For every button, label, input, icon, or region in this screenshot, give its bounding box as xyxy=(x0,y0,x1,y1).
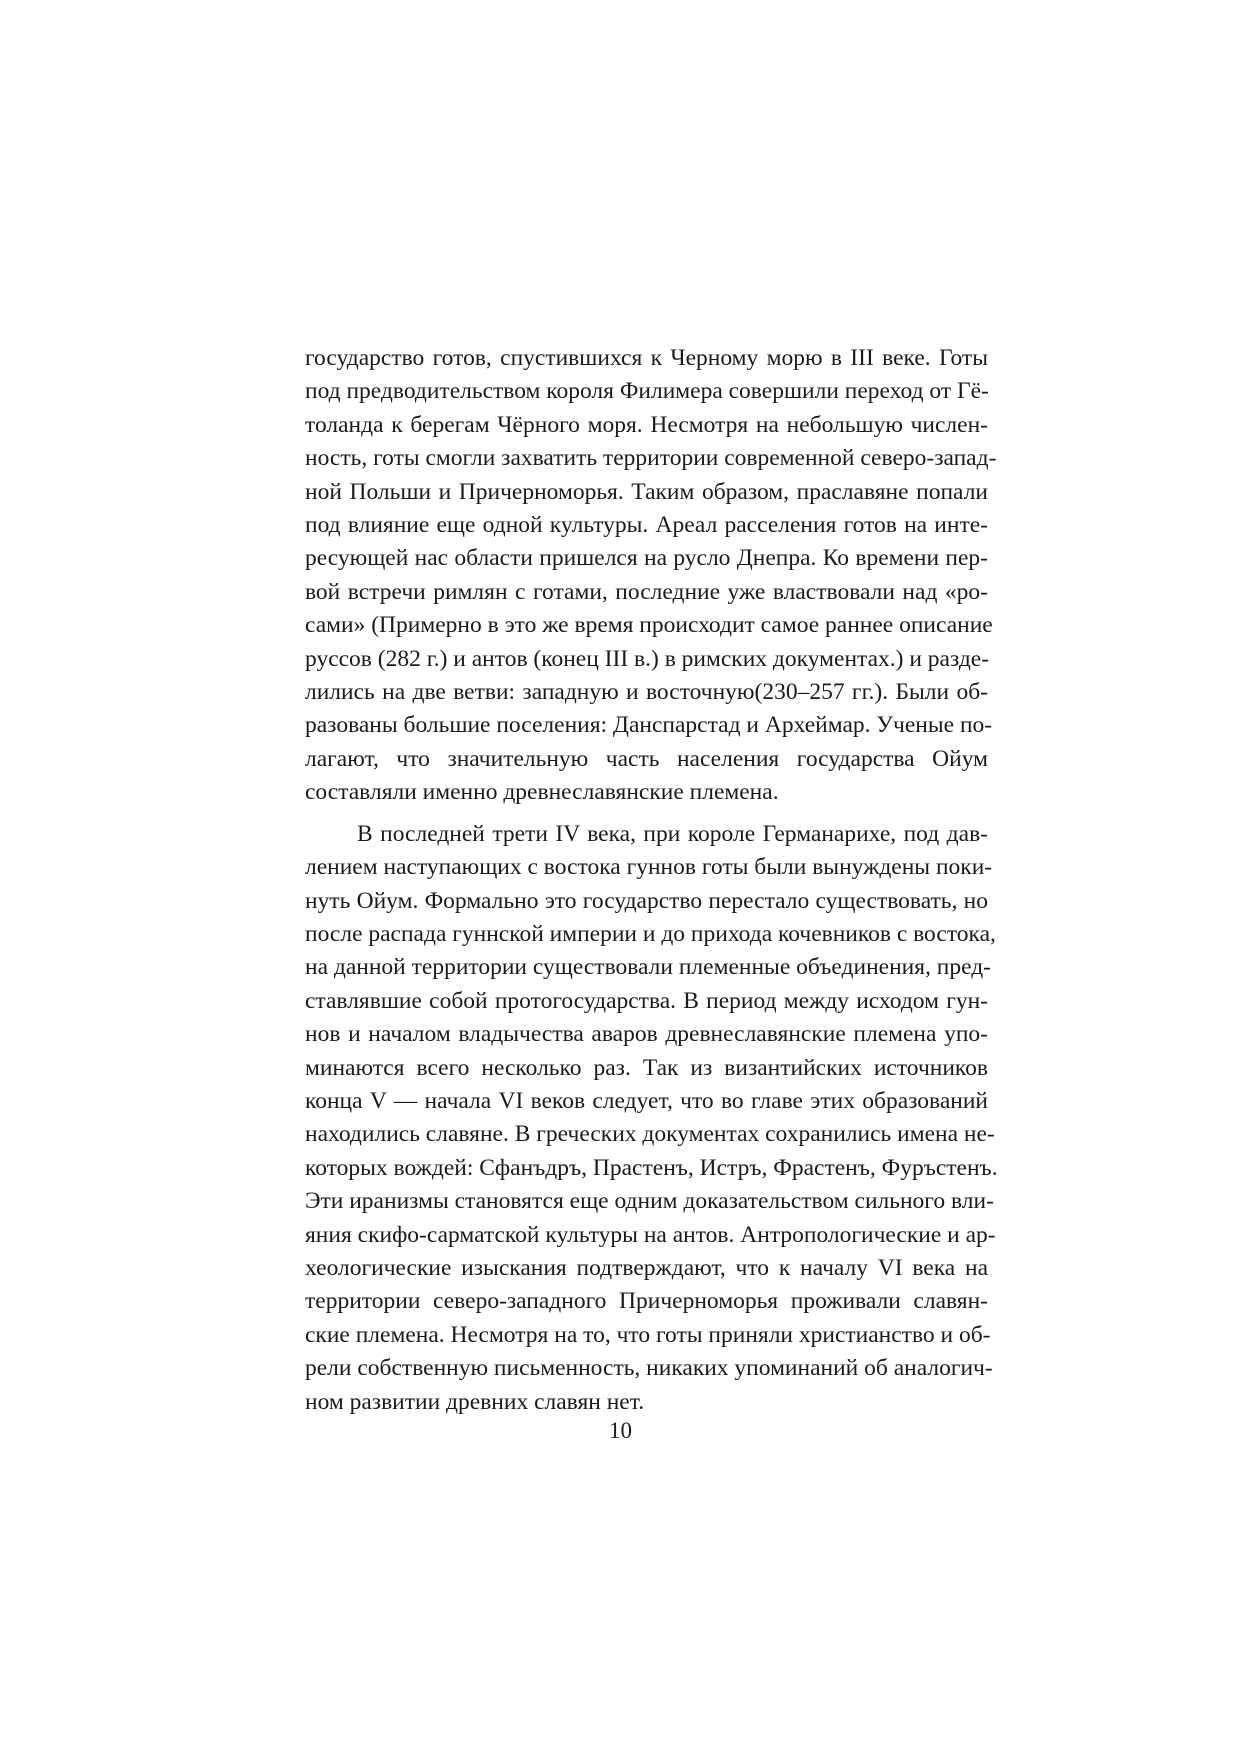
text-line: конца V — начала VI веков следует, что во главе этих образований xyxy=(305,1087,988,1114)
text-line: В последней трети IV века, при короле Германарихе, под дав- xyxy=(357,820,988,847)
text-line: территории северо-западного Причерноморья проживали славян- xyxy=(305,1288,988,1315)
text-line: ресующей нас области пришелся на русло Днепра. Ко времени пер- xyxy=(305,545,988,572)
text-line: Эти иранизмы становятся еще одним доказательством сильного вли- xyxy=(305,1188,994,1215)
text-line: ставлявшие собой протогосударства. В период между исходом гун- xyxy=(305,987,988,1014)
text-line: хеологические изыскания подтверждают, что к началу VI века на xyxy=(305,1254,988,1281)
text-line: ность, готы смогли захватить территории современной северо-запад- xyxy=(305,445,997,472)
paragraph-2 xyxy=(305,818,998,1419)
paragraph-1 xyxy=(305,342,997,810)
text-line: рели собственную письменность, никаких упоминаний об аналогич- xyxy=(305,1355,993,1382)
text-line: руссов (282 г.) и антов (конец III в.) в римских документах.) и разде- xyxy=(305,645,990,672)
text-line: государство готов, спустившихся к Черному морю в III веке. Готы xyxy=(305,345,988,371)
text-line: на данной территории существовали племенные объединения, пред- xyxy=(305,954,992,981)
text-line: минаются всего несколько раз. Так из византийских источников xyxy=(305,1054,988,1081)
text-line: разованы большие поселения: Данспарстад и Археймар. Ученые по- xyxy=(305,712,993,739)
text-line: ной Польши и Причерноморья. Таким образом, праславяне попали xyxy=(305,478,988,505)
text-line: ские племена. Несмотря на то, что готы приняли христианство и об- xyxy=(305,1321,991,1348)
text-line: сами» (Примерно в это же время происходит самое раннее описание xyxy=(305,612,993,639)
text-line: под влияние еще одной культуры. Ареал расселения готов на инте- xyxy=(305,512,988,539)
text-line: лились на две ветви: западную и восточную(230–257 гг.). Были об- xyxy=(305,679,988,706)
text-line: после распада гуннской империи и до прихода кочевников с востока, xyxy=(305,920,996,947)
page-number: 10 xyxy=(609,1418,632,1443)
body-text xyxy=(305,342,998,1419)
text-line: ном развитии древних славян нет. xyxy=(305,1388,645,1415)
text-line: находились славяне. В греческих документах сохранились имена не- xyxy=(305,1121,995,1148)
text-line: лагают, что значительную часть населения государства Ойум xyxy=(305,745,988,772)
text-line: которых вождей: Сфанъдръ, Прастенъ, Истръ, Фрастенъ, Фуръстенъ. xyxy=(305,1154,998,1181)
text-line: яния скифо-сарматской культуры на антов. Антропологические и ар- xyxy=(305,1221,996,1248)
text-line: толанда к берегам Чёрного моря. Несмотря на небольшую числен- xyxy=(305,411,988,438)
text-line: нуть Ойум. Формально это государство перестало существовать, но xyxy=(305,887,988,914)
text-line: под предводительством короля Филимера совершили переход от Гё- xyxy=(305,378,989,405)
text-line: нов и началом владычества аваров древнеславянские племена упо- xyxy=(305,1021,988,1048)
text-line: лением наступающих с востока гуннов готы были вынуждены поки- xyxy=(305,854,993,881)
text-line: составляли именно древнеславянские племена. xyxy=(305,779,779,806)
text-line: вой встречи римлян с готами, последние уже властвовали над «ро- xyxy=(305,578,988,605)
paragraph-spacer xyxy=(305,810,988,818)
